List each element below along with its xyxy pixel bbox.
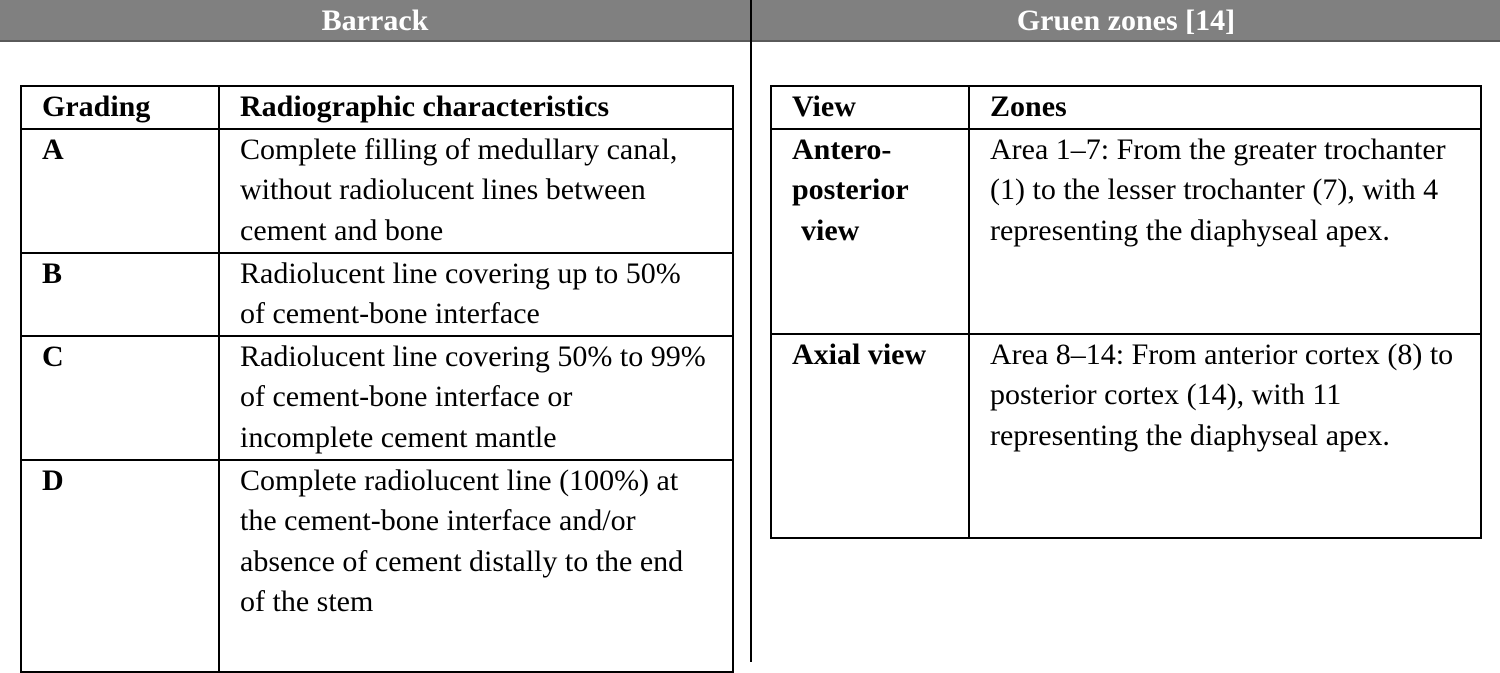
barrack-grading-table: [20, 85, 734, 673]
characteristics-cell: Complete radiolucent line (100%) at the cement-bone interface and/or absence of cement distally to the end of the stem: [219, 460, 733, 672]
grade-cell: A: [21, 129, 219, 253]
view-label-line: posterior: [792, 173, 909, 206]
table-row: [21, 253, 733, 336]
gruen-section-header: Gruen zones [14]: [752, 0, 1500, 42]
grade-cell: D: [21, 460, 219, 672]
table-row: [21, 129, 733, 253]
characteristics-cell: Radiolucent line covering up to 50% of cement-bone interface: [219, 253, 733, 336]
section-divider: [750, 0, 752, 662]
view-label-line: view: [801, 213, 860, 247]
characteristics-cell: Radiolucent line covering 50% to 99% of cement-bone interface or incomplete cement mantle: [219, 336, 733, 460]
table-row: [771, 334, 1481, 538]
barrack-section-header: Barrack: [0, 0, 750, 42]
table-row: [771, 129, 1481, 334]
column-header-grading: Grading: [21, 86, 219, 129]
table-row: [21, 336, 733, 460]
zones-cell: Area 1–7: From the greater trochanter (1) to the lesser trochanter (7), with 4 representing the diaphyseal apex.: [969, 129, 1481, 334]
grade-cell: C: [21, 336, 219, 460]
table-header-row: [771, 86, 1481, 129]
grade-cell: B: [21, 253, 219, 336]
view-cell: [771, 334, 969, 538]
view-label-line: Antero-: [792, 132, 892, 166]
view-label-line: Axial view: [792, 337, 927, 371]
characteristics-cell: Complete filling of medullary canal, without radiolucent lines between cement and bone: [219, 129, 733, 253]
table-header-row: [21, 86, 733, 129]
column-header-radiographic-characteristics: Radiographic characteristics: [219, 86, 733, 129]
zones-cell: Area 8–14: From anterior cortex (8) to posterior cortex (14), with 11 representing the diaphyseal apex.: [969, 334, 1481, 538]
gruen-zones-table: [770, 85, 1482, 539]
table-row: [21, 460, 733, 672]
column-header-zones: Zones: [969, 86, 1481, 129]
column-header-view: View: [771, 86, 969, 129]
view-cell: [771, 129, 969, 334]
